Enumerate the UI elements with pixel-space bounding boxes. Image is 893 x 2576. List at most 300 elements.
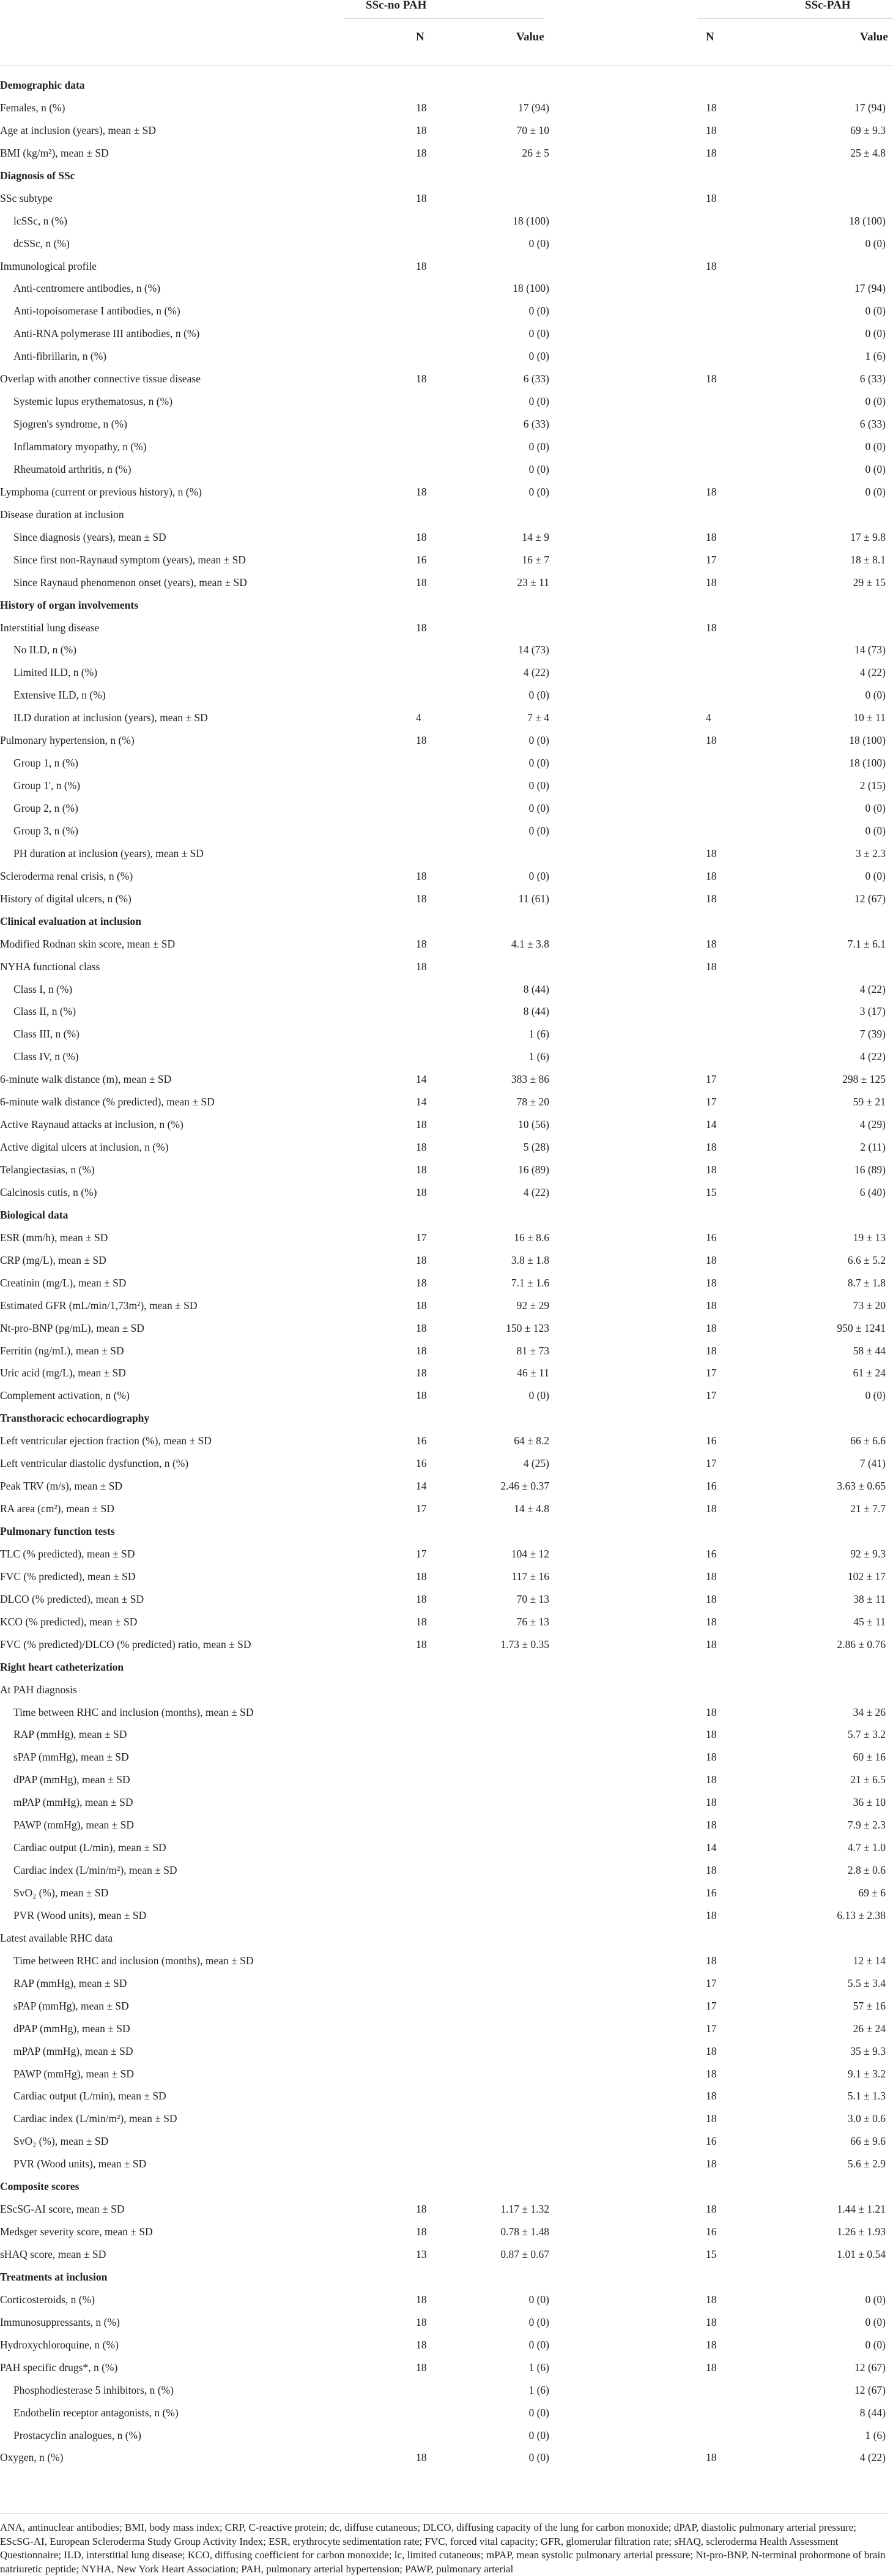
group2-value-cell: 60 ± 16: [853, 1751, 886, 1764]
table-row: [0, 729, 893, 751]
table-row: [0, 277, 893, 299]
group1-value-cell: 5 (28): [523, 1141, 549, 1154]
row-label: 6-minute walk distance (% predicted), mean ± SD: [0, 1096, 215, 1108]
group1-n-cell: 18: [416, 621, 427, 634]
row-label: Creatinin (mg/L), mean ± SD: [0, 1276, 127, 1289]
table-row: [0, 503, 893, 525]
group2-n-cell: 15: [706, 2248, 717, 2260]
group2-n-cell: 14: [706, 1118, 717, 1131]
table-row: [0, 1497, 893, 1520]
group2-value-cell: 16 (89): [854, 1164, 886, 1176]
table-row: [0, 1610, 893, 1633]
group1-value-cell: 8 (44): [523, 1005, 549, 1018]
section-label: Pulmonary function tests: [0, 1525, 115, 1537]
group1-n-cell: 18: [416, 2338, 427, 2351]
table-row: [0, 1135, 893, 1158]
table-row: [0, 2017, 893, 2040]
row-label: dPAP (mmHg), mean ± SD: [13, 1773, 130, 1786]
group2-value-cell: 4 (22): [859, 666, 886, 679]
group1-n-cell: 18: [416, 1389, 427, 1402]
row-label: Age at inclusion (years), mean ± SD: [0, 124, 157, 136]
row-label: dPAP (mmHg), mean ± SD: [13, 2022, 130, 2035]
group2-value-cell: 18 (100): [849, 214, 886, 227]
group1-value-cell: 150 ± 123: [506, 1321, 549, 1334]
table-row: [0, 2311, 893, 2333]
group1-n-cell: 18: [416, 734, 427, 747]
section-label: Biological data: [0, 1208, 69, 1221]
group1-value-cell: 16 (89): [517, 1164, 549, 1176]
row-label: Ferritin (ng/mL), mean ± SD: [0, 1344, 124, 1357]
row-label: Systemic lupus erythematosus, n (%): [13, 395, 173, 408]
row-label: At PAH diagnosis: [0, 1683, 77, 1696]
group1-value-cell: 0 (0): [528, 440, 549, 453]
group1-value-cell: 0 (0): [528, 802, 549, 814]
group2-n-header: N: [706, 31, 714, 43]
row-label: RA area (cm²), mean ± SD: [0, 1502, 114, 1515]
row-label: Inflammatory myopathy, n (%): [13, 440, 147, 453]
row-label: NYHA functional class: [0, 960, 100, 973]
group2-value-cell: 14 (73): [854, 644, 886, 656]
group2-value-cell: 21 ± 6.5: [850, 1773, 886, 1786]
table-row: [0, 2152, 893, 2175]
group2-value-cell: 0 (0): [865, 869, 886, 882]
table-row: [0, 299, 893, 322]
table-row: [0, 1429, 893, 1452]
table-row: [0, 1158, 893, 1181]
row-label: Overlap with another connective tissue disease: [0, 373, 201, 385]
row-label: Nt-pro-BNP (pg/mL), mean ± SD: [0, 1321, 144, 1334]
group2-value-cell: 17 ± 9.8: [850, 530, 886, 543]
row-label: Oxygen, n (%): [0, 2451, 64, 2464]
group1-value-cell: 383 ± 86: [511, 1073, 549, 1086]
section-heading-row: [0, 1520, 893, 1542]
group2-n-cell: 18: [706, 1728, 717, 1741]
row-label: History of digital ulcers, n (%): [0, 892, 132, 905]
table-row: [0, 1339, 893, 1362]
group2-value-cell: 4 (22): [859, 1050, 886, 1063]
row-label: KCO (% predicted), mean ± SD: [0, 1615, 138, 1628]
row-label: Limited ILD, n (%): [13, 666, 98, 679]
group2-value-cell: 3.63 ± 0.65: [837, 1480, 886, 1493]
section-label: Diagnosis of SSc: [0, 169, 75, 182]
group2-value-cell: 36 ± 10: [853, 1796, 886, 1809]
group2-n-cell: 17: [706, 1977, 717, 1989]
row-label: Left ventricular ejection fraction (%), mean ± SD: [0, 1435, 212, 1447]
row-label: PAWP (mmHg), mean ± SD: [13, 1819, 134, 1832]
group2-n-cell: 18: [706, 869, 717, 882]
group2-value-cell: 0 (0): [865, 395, 886, 408]
group2-value-cell: 6 (40): [859, 1186, 886, 1198]
group2-value-cell: 17 (94): [854, 282, 886, 295]
table-row: [0, 1384, 893, 1406]
group1-value-cell: 3.8 ± 1.8: [511, 1253, 549, 1266]
row-label: Cardiac index (L/min/m²), mean ± SD: [13, 1864, 177, 1877]
group2-value-cell: 1.26 ± 1.93: [837, 2225, 886, 2238]
group1-value-cell: 0 (0): [528, 350, 549, 363]
table-row: [0, 2040, 893, 2062]
row-label: Calcinosis cutis, n (%): [0, 1186, 97, 1198]
group2-value-cell: 66 ± 6.6: [850, 1435, 886, 1447]
group2-value-cell: 73 ± 20: [853, 1299, 886, 1312]
group1-value-cell: 0 (0): [528, 824, 549, 837]
group1-n-cell: 17: [416, 1547, 427, 1560]
table-row: [0, 1926, 893, 1949]
row-label: Time between RHC and inclusion (months), mean ± SD: [13, 1954, 254, 1967]
table-row: [0, 1972, 893, 1994]
table-row: [0, 412, 893, 435]
group1-value-cell: 0.78 ± 1.48: [500, 2225, 549, 2238]
table-row: [0, 119, 893, 141]
group2-value-cell: 1 (6): [865, 350, 886, 363]
group2-value-cell: 45 ± 11: [853, 1615, 886, 1628]
group1-value-cell: 18 (100): [513, 214, 549, 227]
row-label: Corticosteroids, n (%): [0, 2293, 95, 2306]
group2-value-cell: 3 ± 2.3: [856, 847, 886, 859]
row-label: Group 2, n (%): [13, 802, 78, 814]
section-heading-row: [0, 73, 893, 96]
row-label: Cardiac output (L/min), mean ± SD: [13, 2090, 166, 2103]
group2-n-cell: 17: [706, 1999, 717, 2012]
group1-value-cell: 0 (0): [528, 2315, 549, 2328]
group2-n-cell: 16: [706, 2135, 717, 2148]
group1-n-cell: 18: [416, 2315, 427, 2328]
group2-value-cell: 38 ± 11: [853, 1592, 886, 1605]
group1-value-cell: 70 ± 13: [516, 1592, 549, 1605]
group2-value-cell: 34 ± 26: [853, 1706, 886, 1718]
row-label: FVC (% predicted), mean ± SD: [0, 1570, 136, 1583]
group2-value-cell: 12 (67): [854, 2361, 886, 2374]
group2-n-cell: 18: [706, 1819, 717, 1832]
group2-rule: [697, 18, 893, 19]
group1-n-cell: 13: [416, 2248, 427, 2260]
group1-value-cell: 1 (6): [528, 2361, 549, 2374]
group1-value-cell: 4 (22): [523, 666, 549, 679]
table-row: [0, 2401, 893, 2424]
group2-value-cell: 7 (39): [859, 1028, 886, 1041]
group2-n-cell: 18: [706, 847, 717, 859]
row-label: Cardiac output (L/min), mean ± SD: [13, 1841, 166, 1854]
group2-value-cell: 0 (0): [865, 824, 886, 837]
group1-value-cell: 14 ± 4.8: [514, 1502, 549, 1515]
row-label: SSc subtype: [0, 191, 53, 204]
table-row: [0, 1949, 893, 1972]
group2-value-cell: 19 ± 13: [853, 1231, 886, 1244]
table-body: [0, 73, 893, 2468]
group2-value-cell: 2.8 ± 0.6: [847, 1864, 886, 1877]
section-label: History of organ involvements: [0, 598, 139, 611]
row-label: Lymphoma (current or previous history), n (%): [0, 485, 202, 498]
table-row: [0, 1768, 893, 1791]
group1-n-cell: 18: [416, 373, 427, 385]
table-row: [0, 1542, 893, 1565]
row-label: Group 3, n (%): [13, 824, 78, 837]
group2-n-cell: 18: [706, 1164, 717, 1176]
row-label: 6-minute walk distance (m), mean ± SD: [0, 1073, 172, 1086]
group2-n-cell: 17: [706, 1096, 717, 1108]
group2-n-cell: 16: [706, 1480, 717, 1493]
group1-value-cell: 0 (0): [528, 305, 549, 317]
table-row: [0, 1587, 893, 1610]
group1-value-cell: 64 ± 8.2: [514, 1435, 549, 1447]
group2-value-cell: 1 (6): [865, 2429, 886, 2441]
group1-value-cell: 0 (0): [528, 485, 549, 498]
group1-value-cell: 16 ± 7: [522, 553, 549, 566]
table-row: [0, 1813, 893, 1836]
group2-value-cell: 0 (0): [865, 2293, 886, 2306]
table-row: [0, 254, 893, 277]
group2-n-cell: 16: [706, 1435, 717, 1447]
table-row: [0, 1678, 893, 1701]
row-label: Class I, n (%): [13, 982, 73, 995]
row-label: sHAQ score, mean ± SD: [0, 2248, 106, 2260]
group1-n-cell: 18: [416, 101, 427, 114]
group1-value-cell: 0 (0): [528, 757, 549, 770]
table-row: [0, 1113, 893, 1135]
group1-n-cell: 18: [416, 2225, 427, 2238]
group2-n-cell: 18: [706, 2361, 717, 2374]
group2-value-cell: 35 ± 9.3: [850, 2044, 886, 2057]
group1-value-cell: 76 ± 13: [516, 1615, 549, 1628]
group2-value-cell: 0 (0): [865, 462, 886, 475]
row-label: Sjogren's syndrome, n (%): [13, 418, 127, 431]
group1-value-cell: 0 (0): [528, 237, 549, 250]
section-label: Transthoracic echocardiography: [0, 1412, 150, 1425]
group1-n-cell: 14: [416, 1096, 427, 1108]
group1-n-cell: 17: [416, 1502, 427, 1515]
group1-n-cell: 18: [416, 937, 427, 950]
group2-value-cell: 0 (0): [865, 689, 886, 702]
row-label: ILD duration at inclusion (years), mean ± SD: [13, 711, 208, 724]
row-label: Extensive ILD, n (%): [13, 689, 106, 702]
table-row: [0, 96, 893, 119]
table-row: [0, 2356, 893, 2378]
group2-n-cell: 18: [706, 937, 717, 950]
group1-n-cell: 18: [416, 1638, 427, 1650]
group1-value-cell: 1 (6): [528, 1050, 549, 1063]
row-label: mPAP (mmHg), mean ± SD: [13, 2044, 133, 2057]
table-row: [0, 232, 893, 254]
group2-value-cell: 69 ± 6: [858, 1887, 886, 1899]
group1-value-cell: 4 (25): [523, 1457, 549, 1470]
group1-value-cell: 6 (33): [523, 418, 549, 431]
group1-value-cell: 0 (0): [528, 2429, 549, 2441]
group2-n-cell: 18: [706, 485, 717, 498]
group2-value-cell: 18 (100): [849, 757, 886, 770]
row-label: EScSG-AI score, mean ± SD: [0, 2203, 125, 2216]
row-label: Disease duration at inclusion: [0, 508, 124, 521]
group2-value-cell: 4 (22): [859, 982, 886, 995]
table-row: [0, 2062, 893, 2085]
table-row: [0, 548, 893, 571]
table-footnote: ANA, antinuclear antibodies; BMI, body mass index; CRP, C-reactive protein; dc, diffuse cutaneous; DLCO, diffusing capacity of the lung for carbon monoxide; dPAP, diastolic pulmonary arterial pressure; EScSG-AI, European Scleroderma Study Group Activity Index; ESR, erythrocyte sedimentation rate; FVC, forced vital capacity; GFR, glomerular filtration rate; sHAQ, scleroderma Health Assessment Questionnaire; ILD, interstitial lung disease; KCO, diffusing coefficient for carbon monoxide; lc, limited cutaneous; mPAP, mean systolic pulmonary arterial pressure; Nt-pro-BNP, N-terminal prohormone of brain natriuretic peptide; NYHA, New York Heart Association; PAH, pulmonary arterial hypertension; PAWP, pulmonary arterial: [0, 2513, 887, 2576]
group2-header: SSc-PAH: [805, 0, 851, 12]
row-label: No ILD, n (%): [13, 644, 77, 656]
group2-value-cell: 0 (0): [865, 2338, 886, 2351]
row-label: Latest available RHC data: [0, 1931, 113, 1944]
row-label: RAP (mmHg), mean ± SD: [13, 1977, 127, 1989]
table-row: [0, 435, 893, 458]
group1-value-cell: 1.73 ± 0.35: [500, 1638, 549, 1650]
table-row: [0, 864, 893, 887]
table-row: [0, 751, 893, 774]
group2-value-cell: 6 (33): [859, 418, 886, 431]
section-heading-row: [0, 164, 893, 187]
group2-n-cell: 18: [706, 2067, 717, 2080]
group2-n-cell: 18: [706, 259, 717, 272]
group2-value-cell: 950 ± 1241: [837, 1321, 886, 1334]
row-label: dcSSc, n (%): [13, 237, 70, 250]
table-row: [0, 1316, 893, 1339]
row-label: RAP (mmHg), mean ± SD: [13, 1728, 127, 1741]
group1-value-cell: 4 (22): [523, 1186, 549, 1198]
group2-n-cell: 18: [706, 191, 717, 204]
group2-n-cell: 15: [706, 1186, 717, 1198]
table-row: [0, 2288, 893, 2311]
group2-value-cell: 4.7 ± 1.0: [847, 1841, 886, 1854]
group1-value-cell: 0 (0): [528, 2338, 549, 2351]
group2-n-cell: 18: [706, 621, 717, 634]
row-label: Estimated GFR (mL/min/1,73m²), mean ± SD: [0, 1299, 198, 1312]
section-label: Right heart catheterization: [0, 1660, 124, 1673]
section-heading-row: [0, 2265, 893, 2288]
table-row: [0, 978, 893, 1000]
table-row: [0, 1565, 893, 1587]
group2-value-cell: 0 (0): [865, 327, 886, 340]
group1-value-cell: 0 (0): [528, 327, 549, 340]
group1-value-cell: 7 ± 4: [527, 711, 549, 724]
group1-value-cell: 10 (56): [517, 1118, 549, 1131]
group1-value-cell: 0 (0): [528, 1389, 549, 1402]
group2-value-cell: 7 (41): [859, 1457, 886, 1470]
group1-n-cell: 18: [416, 960, 427, 973]
row-label: Immunological profile: [0, 259, 97, 272]
table-row: [0, 1745, 893, 1768]
row-label: SvO₂ (%), mean ± SD: [13, 2135, 109, 2148]
group2-value-cell: 66 ± 9.6: [850, 2135, 886, 2148]
row-label: BMI (kg/m²), mean ± SD: [0, 146, 109, 159]
row-label: Complement activation, n (%): [0, 1389, 130, 1402]
group2-value-cell: 5.1 ± 1.3: [847, 2090, 886, 2103]
table-row: [0, 638, 893, 661]
group2-n-cell: 18: [706, 1141, 717, 1154]
group2-value-cell: 8 (44): [859, 2406, 886, 2419]
group2-value-cell: 12 (67): [854, 2383, 886, 2396]
group2-value-cell: 59 ± 21: [853, 1096, 886, 1108]
row-label: Interstitial lung disease: [0, 621, 100, 634]
group2-n-cell: 18: [706, 1502, 717, 1515]
group2-n-cell: 18: [706, 1615, 717, 1628]
group2-value-cell: 7.9 ± 2.3: [847, 1819, 886, 1832]
row-label: Anti-topoisomerase I antibodies, n (%): [13, 305, 180, 317]
row-label: PVR (Wood units), mean ± SD: [13, 2158, 147, 2170]
row-label: Anti-fibrillarin, n (%): [13, 350, 107, 363]
group2-value-cell: 102 ± 17: [847, 1570, 886, 1583]
section-heading-row: [0, 1203, 893, 1226]
group2-n-cell: 18: [706, 1796, 717, 1809]
table-row: [0, 390, 893, 412]
group2-n-cell: 18: [706, 1253, 717, 1266]
group1-value-cell: 0 (0): [528, 2293, 549, 2306]
group2-n-cell: 18: [706, 892, 717, 905]
section-label: Clinical evaluation at inclusion: [0, 915, 141, 927]
group2-n-cell: 18: [706, 101, 717, 114]
row-label: Active digital ulcers at inclusion, n (%): [0, 1141, 169, 1154]
table-row: [0, 458, 893, 480]
group2-value-cell: 18 (100): [849, 734, 886, 747]
group2-value-cell: 6 (33): [859, 373, 886, 385]
row-label: PVR (Wood units), mean ± SD: [13, 1909, 147, 1921]
row-label: sPAP (mmHg), mean ± SD: [13, 1999, 129, 2012]
group2-n-cell: 18: [706, 1592, 717, 1605]
group2-n-cell: 17: [706, 1367, 717, 1379]
table-row: [0, 796, 893, 819]
group2-value-cell: 0 (0): [865, 305, 886, 317]
section-label: Composite scores: [0, 2180, 80, 2193]
group1-value-cell: 81 ± 73: [516, 1344, 549, 1357]
group2-n-cell: 18: [706, 1773, 717, 1786]
group1-n-cell: 18: [416, 1367, 427, 1379]
table-row: [0, 1361, 893, 1384]
group1-n-cell: 16: [416, 1457, 427, 1470]
table-row: [0, 525, 893, 548]
row-label: TLC (% predicted), mean ± SD: [0, 1547, 135, 1560]
group2-n-cell: 18: [706, 2158, 717, 2170]
group1-n-cell: 18: [416, 1186, 427, 1198]
group1-value-cell: 92 ± 29: [516, 1299, 549, 1312]
group2-n-cell: 16: [706, 2225, 717, 2238]
table-row: [0, 932, 893, 955]
group2-n-cell: 18: [706, 1909, 717, 1921]
section-heading-row: [0, 1655, 893, 1678]
group2-n-cell: 18: [706, 2338, 717, 2351]
group1-value-cell: 14 ± 9: [522, 530, 549, 543]
group2-value-cell: 3 (17): [859, 1005, 886, 1018]
group2-value-cell: 298 ± 125: [842, 1073, 886, 1086]
group2-n-cell: 18: [706, 2293, 717, 2306]
group2-value-cell: 0 (0): [865, 802, 886, 814]
table-row: [0, 842, 893, 864]
group2-value-cell: 18 ± 8.1: [850, 553, 886, 566]
group1-value-cell: 7.1 ± 1.6: [511, 1276, 549, 1289]
group2-n-cell: 18: [706, 960, 717, 973]
group2-value-cell: 1.44 ± 1.21: [837, 2203, 886, 2216]
group1-value-cell: 0 (0): [528, 869, 549, 882]
row-label: Pulmonary hypertension, n (%): [0, 734, 135, 747]
row-label: lcSSc, n (%): [13, 214, 67, 227]
group1-n-cell: 18: [416, 2293, 427, 2306]
table-row: [0, 187, 893, 209]
table-row: [0, 1452, 893, 1474]
group1-value-cell: 11 (61): [518, 892, 549, 905]
row-label: Prostacyclin analogues, n (%): [13, 2429, 141, 2441]
group2-n-cell: 18: [706, 1954, 717, 1967]
table-row: [0, 1022, 893, 1045]
group2-value-cell: 1.01 ± 0.54: [837, 2248, 886, 2260]
table-row: [0, 1271, 893, 1294]
group1-n-cell: 18: [416, 1321, 427, 1334]
group2-n-cell: 17: [706, 1457, 717, 1470]
group2-n-cell: 18: [706, 1706, 717, 1718]
table-row: [0, 774, 893, 796]
table-row: [0, 1474, 893, 1497]
section-heading-row: [0, 593, 893, 616]
table-row: [0, 706, 893, 729]
table-row: [0, 2084, 893, 2107]
table-row: [0, 1000, 893, 1022]
group2-n-cell: 18: [706, 1344, 717, 1357]
group1-n-cell: 18: [416, 1592, 427, 1605]
group2-n-cell: 18: [706, 576, 717, 588]
